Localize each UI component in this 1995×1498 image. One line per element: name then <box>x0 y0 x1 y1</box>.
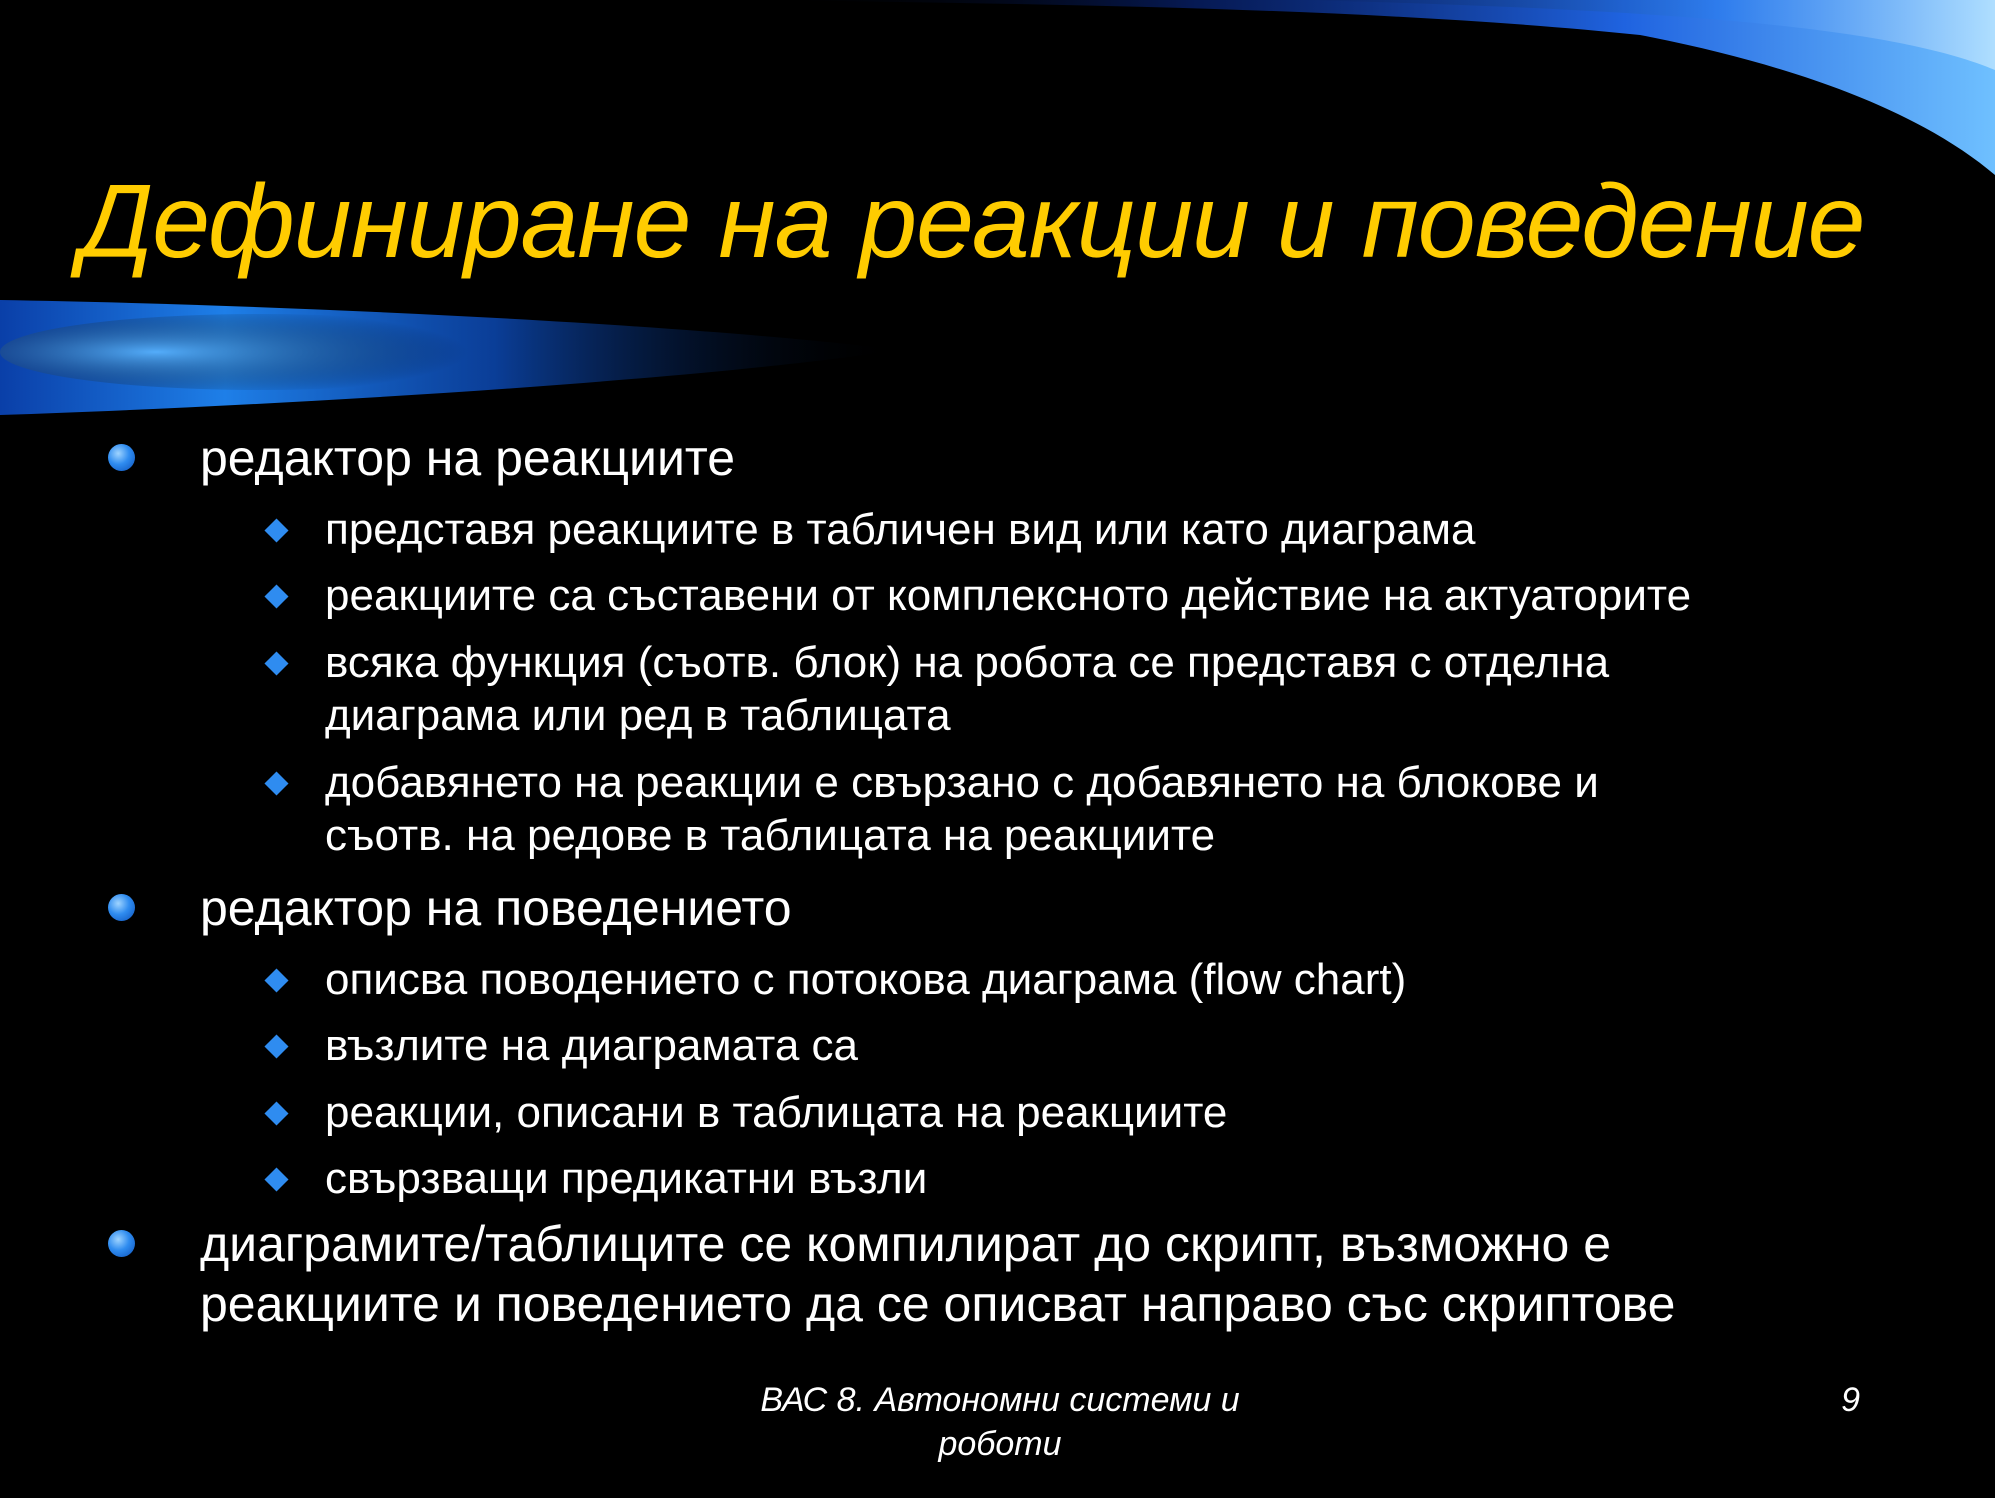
sub-bullet-item: свързващи предикатни възли <box>325 1154 928 1203</box>
slide-footer <box>700 1378 1300 1466</box>
sub-bullet-item: всяка функция (съотв. блок) на робота се представя с отделна <box>325 638 1610 687</box>
bullet-dot-icon <box>108 1230 135 1257</box>
decorative-swoosh-title <box>0 290 920 425</box>
diamond-bullet-icon <box>264 1034 288 1058</box>
sub-bullet-item: възлите на диаграмата са <box>325 1021 858 1070</box>
footer-line: роботи <box>938 1425 1062 1463</box>
sub-bullet-item: реакциите са съставени от комплексното действие на актуаторите <box>325 571 1692 620</box>
diamond-bullet-icon <box>264 584 288 608</box>
slide-title: Дефиниране на реакции и поведение <box>80 164 1865 280</box>
sub-bullet-item: добавянето на реакции е свързано с добавянето на блокове и <box>325 758 1599 807</box>
bullet-item-behavior-editor: редактор на поведението <box>200 880 792 936</box>
sub-bullet-item: реакции, описани в таблицата на реакциите <box>325 1088 1228 1137</box>
footer-line: ВАС 8. Автономни системи и <box>760 1381 1240 1419</box>
diamond-bullet-icon <box>264 651 288 675</box>
bullet-dot-icon <box>108 894 135 921</box>
bullet-item-continuation: реакциите и поведението да се описват направо със скриптове <box>200 1276 1676 1332</box>
bullet-dot-icon <box>108 444 135 471</box>
sub-bullet-item: представя реакциите в табличен вид или като диаграма <box>325 505 1476 554</box>
bullet-item-compile-scripts: диаграмите/таблиците се компилират до скрипт, възможно е <box>200 1216 1612 1272</box>
sub-bullet-item-continuation: съотв. на редове в таблицата на реакциите <box>325 811 1216 860</box>
page-number: 9 <box>1841 1381 1860 1419</box>
sub-bullet-item-continuation: диаграма или ред в таблицата <box>325 691 951 740</box>
diamond-bullet-icon <box>264 518 288 542</box>
diamond-bullet-icon <box>264 1101 288 1125</box>
diamond-bullet-icon <box>264 1167 288 1191</box>
bullet-item-reactions-editor: редактор на реакциите <box>200 430 736 486</box>
sub-bullet-item: описва поводението с потокова диаграма (flow chart) <box>325 955 1407 1004</box>
diamond-bullet-icon <box>264 771 288 795</box>
diamond-bullet-icon <box>264 968 288 992</box>
